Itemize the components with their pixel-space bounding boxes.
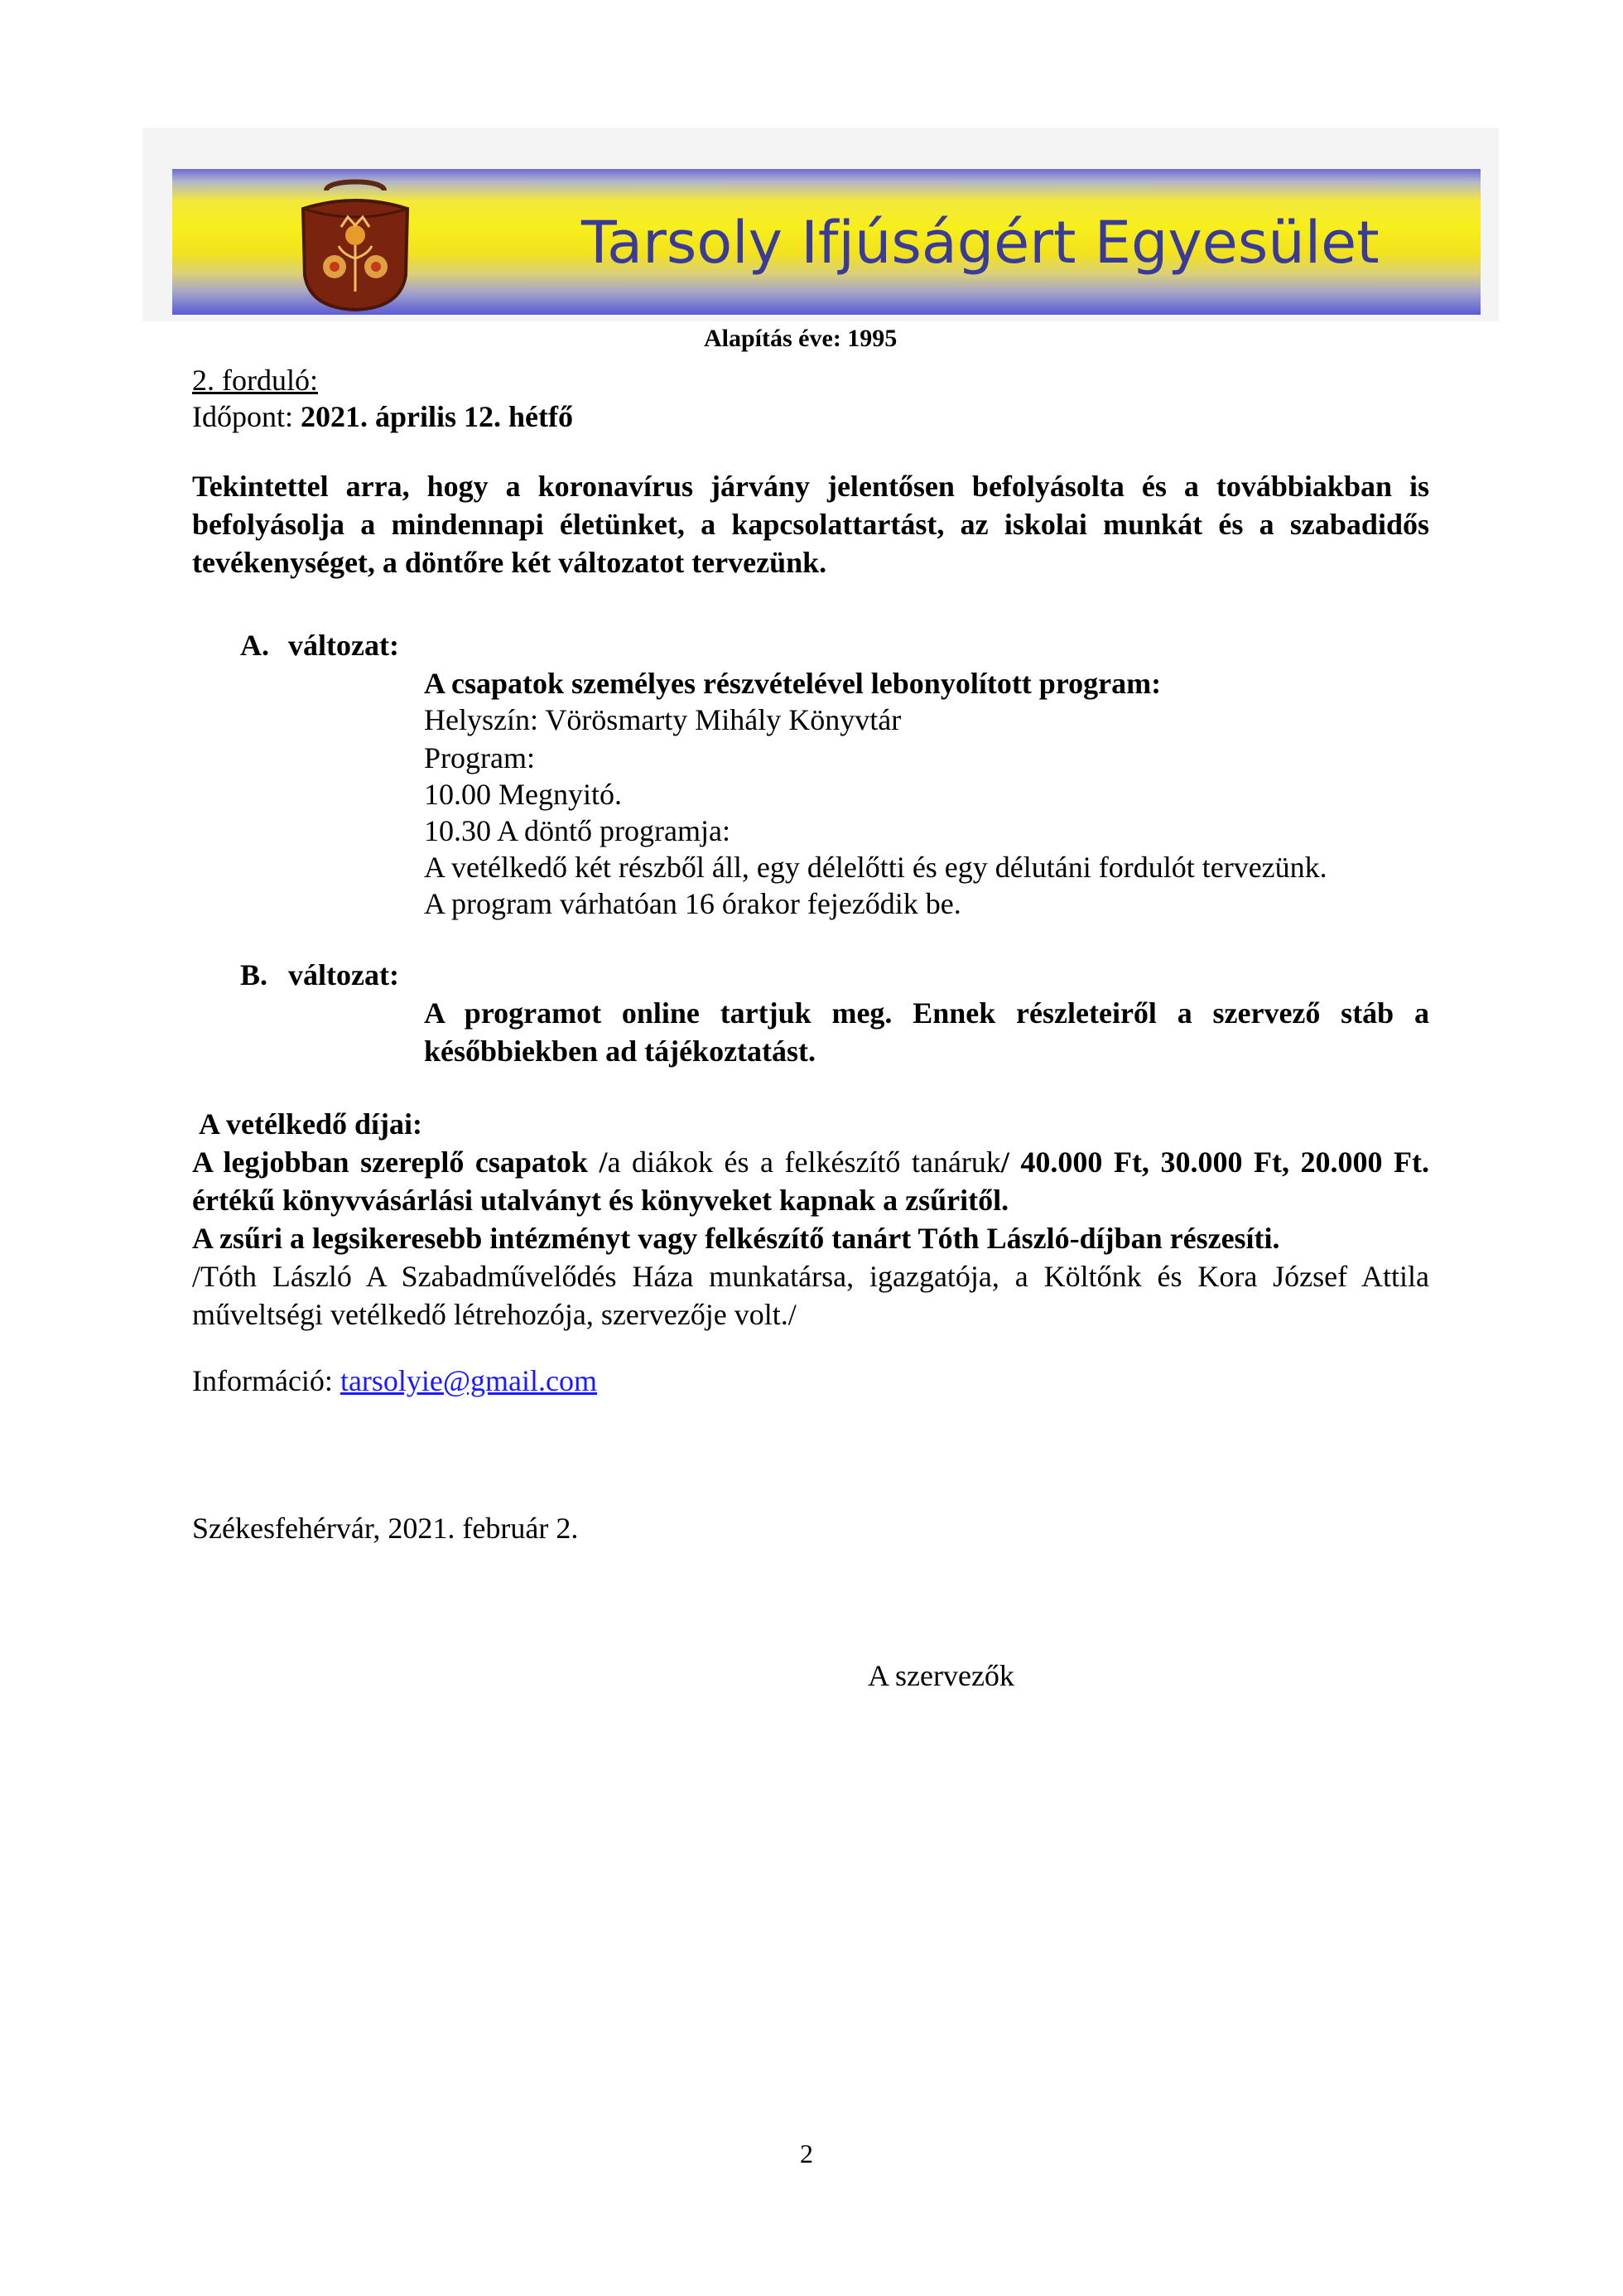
contact-label: Információ: (192, 1364, 340, 1397)
variant-a-location: Helyszín: Vörösmarty Mihály Könyvtár (424, 703, 902, 736)
variant-b-letter: B. (240, 958, 268, 991)
founded-year: Alapítás éve: 1995 (704, 325, 898, 352)
variant-a-label: változat: (288, 629, 399, 662)
prizes-teams: A legjobban szereplő csapatok / (192, 1146, 608, 1179)
variant-b-label: változat: (288, 958, 399, 991)
signature: A szervezők (868, 1659, 1014, 1692)
prizes-heading: A vetélkedő díjai: (199, 1107, 422, 1141)
pouch-logo-icon (293, 176, 417, 313)
place-date: Székesfehérvár, 2021. február 2. (192, 1512, 579, 1545)
round-label: 2. forduló: (192, 364, 318, 397)
prizes-paragraph-1 (192, 1143, 1429, 1219)
prizes-teams-note: a diákok és a felkészítő tanáruk (607, 1146, 1001, 1179)
prizes-amounts: / 40.000 Ft, 30.000 Ft, 20.000 Ft. értékű könyvvásárlási utalványt és könyveket kapnak a zsűritől. (192, 1146, 1429, 1217)
variant-a-item-3: A vetélkedő két részből áll, egy délelőtti és egy délutáni fordulót tervezünk. (424, 851, 1327, 884)
date-label: Időpont: (192, 400, 301, 433)
variant-a-item-4: A program várhatóan 16 órakor fejeződik be. (424, 887, 961, 920)
date-value: 2021. április 12. hétfő (301, 400, 573, 433)
event-date (192, 398, 573, 436)
variant-a-program-label: Program: (424, 741, 535, 774)
variant-b-text: A programot online tartjuk meg. Ennek részleteiről a szervező stáb a későbbiekben ad tájékoztatást. (424, 996, 1429, 1068)
prizes-note: /Tóth László A Szabadművelődés Háza munkatársa, igazgatója, a Költőnk és Kora József Attila műveltségi vetélkedő létrehozója, szervezője volt./ (192, 1260, 1429, 1331)
contact-line (192, 1362, 597, 1400)
organization-name: Tarsoly Ifjúságért Egyesület (581, 209, 1380, 277)
page-number: 2 (800, 2139, 813, 2168)
variant-a-heading: A csapatok személyes részvételével lebonyolított program: (424, 667, 1162, 700)
variant-a-item-2: 10.30 A döntő programja: (424, 814, 730, 847)
variant-a-letter: A. (240, 629, 269, 662)
prizes-award: A zsűri a legsikeresebb intézményt vagy felkészítő tanárt Tóth László-díjban részesíti. (192, 1222, 1280, 1255)
intro-paragraph: Tekintettel arra, hogy a koronavírus járvány jelentősen befolyásolta és a továbbiakban is befolyásolja a mindennapi életünket, a kapcsolattartást, az iskolai munkát és a szabadidős tevékenységet, a döntőre két változatot tervezünk. (192, 470, 1429, 579)
contact-email-link[interactable]: tarsolyie@gmail.com (340, 1364, 598, 1397)
variant-a-item-1: 10.00 Megnyitó. (424, 778, 622, 811)
